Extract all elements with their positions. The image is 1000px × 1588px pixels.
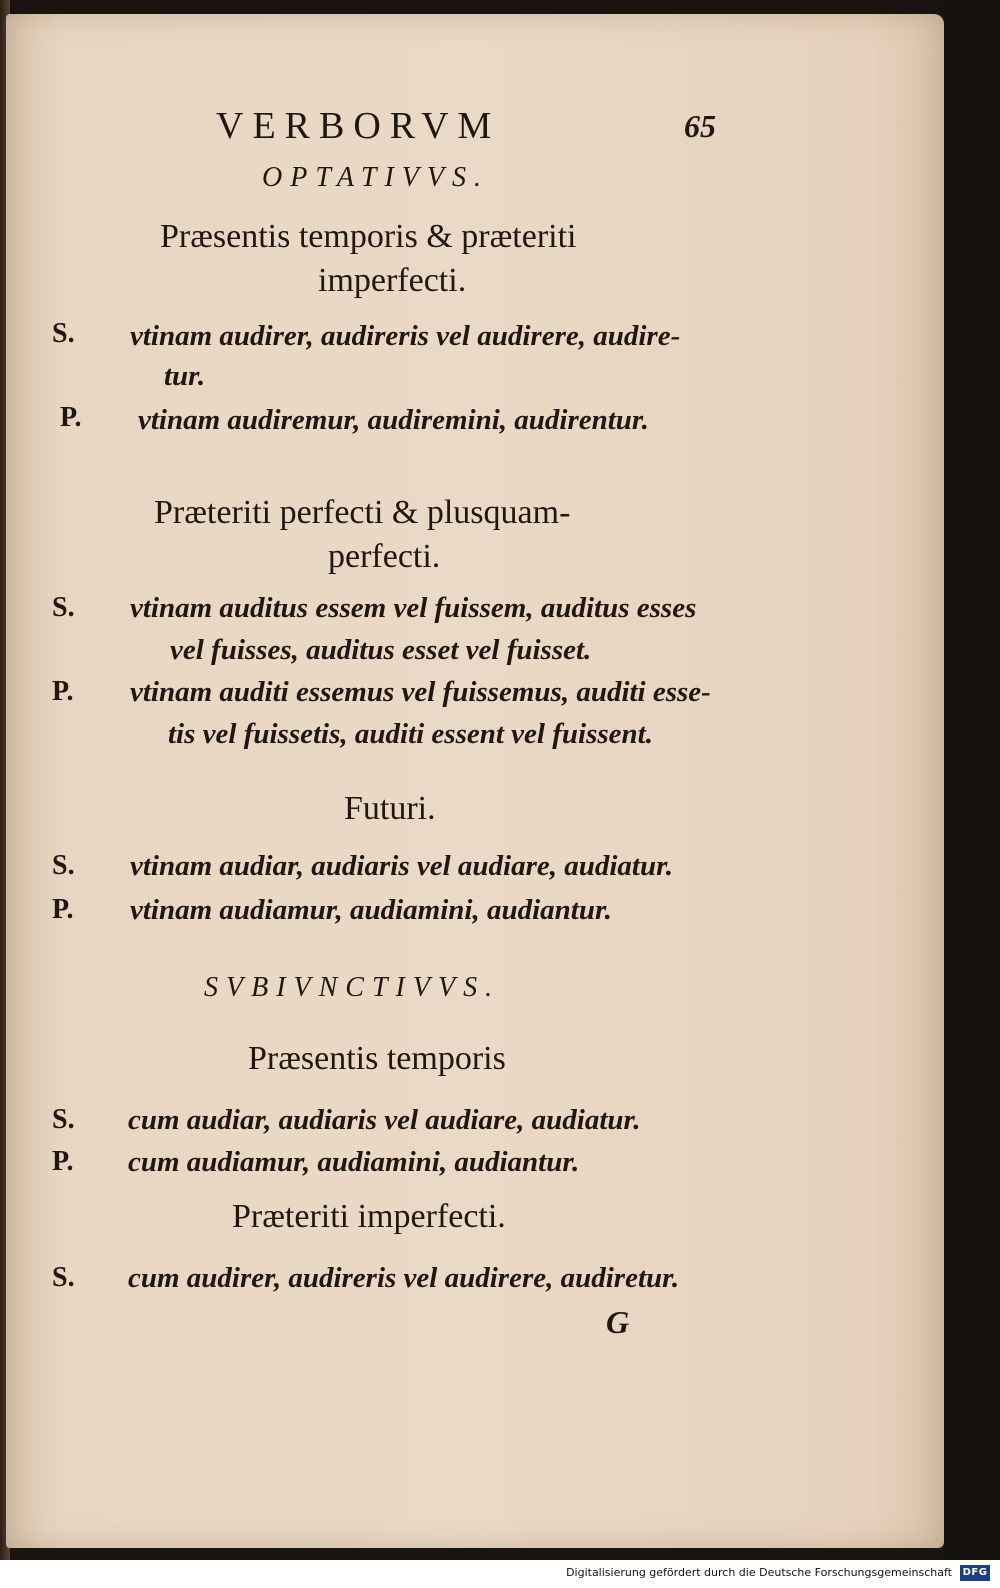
signature-mark: G bbox=[606, 1304, 630, 1340]
heading-praeteriti-imperfecti: Præteriti imperfecti. bbox=[232, 1198, 506, 1235]
conjugation-line: vtinam auditus essem vel fuissem, auditus esses bbox=[130, 592, 697, 624]
conjugation-line: vtinam audirer, audireris vel audirere, audire- bbox=[130, 320, 681, 352]
digitization-footer bbox=[0, 1560, 1000, 1588]
conjugation-line: vtinam auditi essemus vel fuissemus, auditi esse- bbox=[130, 676, 711, 708]
heading-perfecti-plusquamperfecti-cont: perfecti. bbox=[328, 538, 441, 575]
singular-marker: S. bbox=[52, 850, 75, 881]
heading-perfecti-plusquamperfecti: Præteriti perfecti & plusquam- bbox=[154, 494, 571, 531]
heading-praesentis-imperfecti: Præsentis temporis & præteriti bbox=[160, 218, 577, 255]
plural-marker: P. bbox=[60, 402, 82, 433]
running-title: VERBORVM bbox=[216, 105, 501, 147]
conjugation-line-cont: tur. bbox=[164, 360, 206, 392]
conjugation-line: cum audirer, audireris vel audirere, audiretur. bbox=[128, 1262, 680, 1294]
plural-marker: P. bbox=[52, 676, 74, 707]
conjugation-line: vtinam audiamur, audiamini, audiantur. bbox=[130, 894, 612, 926]
heading-praesentis-imperfecti-cont: imperfecti. bbox=[318, 262, 467, 299]
funding-credit: Digitalisierung gefördert durch die Deutsche Forschungsgemeinschaft bbox=[566, 1566, 952, 1579]
dark-background bbox=[944, 0, 1000, 1588]
conjugation-line: vtinam audiremur, audiremini, audirentur. bbox=[138, 404, 649, 436]
singular-marker: S. bbox=[52, 592, 75, 623]
subiunctivus-title: SVBIVNCTIVVS. bbox=[204, 972, 501, 1003]
singular-marker: S. bbox=[52, 1262, 75, 1293]
plural-marker: P. bbox=[52, 894, 74, 925]
singular-marker: S. bbox=[52, 1104, 75, 1135]
heading-futuri: Futuri. bbox=[344, 790, 436, 827]
heading-praesentis-temporis: Præsentis temporis bbox=[248, 1040, 506, 1077]
conjugation-line: vtinam audiar, audiaris vel audiare, audiatur. bbox=[130, 850, 674, 882]
singular-marker: S. bbox=[52, 318, 75, 349]
dfg-logo: DFG bbox=[960, 1565, 990, 1581]
optativus-title: OPTATIVVS. bbox=[262, 162, 489, 193]
plural-marker: P. bbox=[52, 1146, 74, 1177]
conjugation-line: cum audiar, audiaris vel audiare, audiatur. bbox=[128, 1104, 641, 1136]
conjugation-line: cum audiamur, audiamini, audiantur. bbox=[128, 1146, 580, 1178]
conjugation-line-cont: tis vel fuissetis, auditi essent vel fuissent. bbox=[168, 718, 653, 750]
page-number: 65 bbox=[684, 108, 716, 144]
conjugation-line-cont: vel fuisses, auditus esset vel fuisset. bbox=[170, 634, 592, 666]
